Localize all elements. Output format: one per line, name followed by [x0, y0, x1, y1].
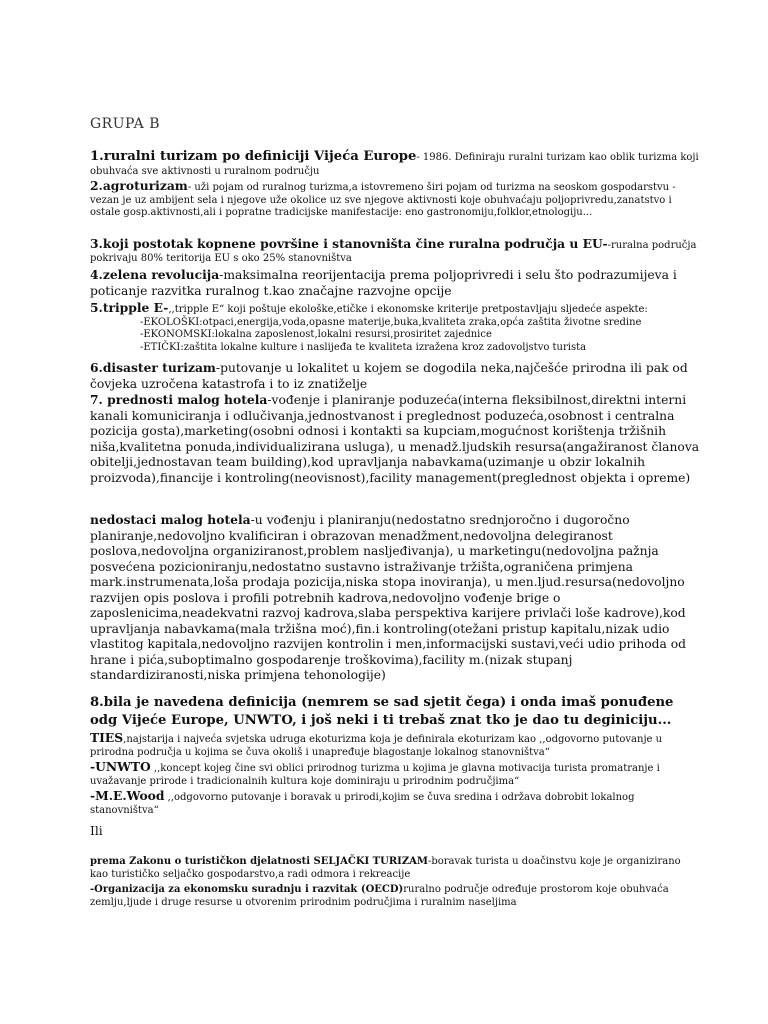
question-6-heading: 6.disaster turizam — [90, 360, 216, 375]
question-1-heading: 1.ruralni turizam po definiciji Vijeća Europe — [90, 149, 417, 164]
question-2-answer: - uži pojam od ruralnog turizma,a istovremeno širi pojam od turizma na seoskom gospodarstvu -vezan je uz ambijent sela i njegove uže okolice uz sve njegove aktivnosti koje obuhvaćaju poljoprivredu,zanatstvo i ostale gosp.aktivnosti,ali i popratne tradicijske manifestacije: eno gastronomiju,folklor,etnologiju... — [90, 182, 676, 218]
disadvantages-heading: nedostaci malog hotela — [90, 512, 251, 527]
question-2 — [90, 178, 700, 220]
definition-law — [90, 856, 700, 881]
definition-wood — [90, 788, 700, 817]
question-4 — [90, 267, 700, 299]
aspect-economic: -EKONOMSKI:lokalna zaposlenost,lokalni resursi,prosiritet zajednice — [140, 329, 492, 340]
question-1 — [90, 148, 700, 179]
question-2-heading: 2.agroturizam — [90, 178, 188, 193]
definition-law-text: -boravak turista u doačinstvu koje je organizirano kao turističko seljačko gospodarstvo,a radi odmora i rekreacije — [90, 856, 681, 880]
question-8-definitions — [90, 730, 700, 817]
definition-ties-source: TIES — [90, 730, 124, 745]
question-3-heading: 3.koji postotak kopnene površine i stanovništa čine ruralna područja u EU- — [90, 236, 608, 251]
question-5-heading: 5.tripple E- — [90, 300, 169, 315]
question-6-answer: -putovanje u lokalitet u kojem se dogodila neka,najčešće prirodna ili pak od čovjeka uzročena katastrofa i to iz znatiželje — [90, 361, 688, 391]
question-4-answer: -maksimalna reorijentacija prema poljoprivredi i selu što podrazumijeva i poticanje razvitka ruralnog t.kao značajne razvojne opcije — [90, 268, 677, 298]
definition-law-source: prema Zakonu o turističkon djelatnosti SELJAČKI TURIZAM — [90, 856, 428, 867]
definition-unwto — [90, 759, 700, 788]
definition-unwto-text: ,,koncept kojeg čine svi oblici prirodnog turizma u kojima je glavna motivacija turista promatranje i uvažavanje prirode i tradicionalnih kultura koje dominiraju u prirodnim područjima“ — [90, 763, 660, 787]
definition-oecd-text: ruralno područje određuje prostorom koje obuhvaća zemlju,ljude i druge resurse u otvorenim prirodnim područjima i ruralnim naseljima — [90, 884, 669, 908]
question-6 — [90, 360, 700, 392]
question-7-answer: -vođenje i planiranje poduzeća(interna fleksibilnost,direktni interni kanali komuniciranja i odlučivanja,jednostvanost i preglednost poduzeća,osobnost i centralna pozicija gosta),marketing(osobni odnosi i kontakti sa kupciam,mogućnost korištenja tržišnih niša,kvalitetna ponuda,individualizirana usluga), u menadž.ljudskih resursa(angažiranost članova obitelji,jednostavan team building),kod upravljanja nabavkama(uzimanje u obzir lokalnih proizvoda),financije i kontroling(neovisnost),facility management(preglednost objekta i opreme) — [90, 393, 700, 485]
definition-ties-text: ,najstarija i najveća svjetska udruga ekoturizma koja je definirala ekoturizam kao ,,odgovorno putovanje u prirodna područja u kojima se čuva okoliš i unapređuje blagostanje lokalnog stanovništva“ — [90, 734, 663, 758]
question-7-advantages — [90, 392, 700, 486]
definition-oecd — [90, 884, 700, 909]
question-5 — [90, 300, 700, 354]
question-4-heading: 4.zelena revolucija — [90, 267, 220, 282]
question-1-answer: - 1986. Definiraju ruralni turizam kao oblik turizma koji obuhvaća sve aktivnosti u ruralnom području — [90, 152, 699, 177]
definition-oecd-source: -Organizacija za ekonomsku suradnju i razvitak (OECD) — [90, 884, 404, 895]
aspect-ethical: -ETIČKI:zaštita lokalne kulture i naslijeđa te kvaliteta izražena kroz zadovoljstvo turista — [140, 341, 587, 353]
question-7-disadvantages — [90, 512, 700, 684]
page-title: GRUPA B — [90, 116, 161, 132]
question-3 — [90, 236, 700, 265]
question-3-answer: -ruralna područja pokrivaju 80% teritorija EU s oko 25% stanovništva — [90, 240, 697, 264]
ili-text: Ili — [90, 824, 103, 838]
question-8-heading: 8.bila je navedena definicija (nemrem se sad sjetit čega) i onda imaš ponuđene odg Vijeće Europe, UNWTO, i još neki i ti trebaš znat tko je dao tu deginiciju... — [90, 695, 674, 728]
definition-ties — [90, 730, 700, 759]
definition-wood-text: ,,odgovorno putovanje i boravak u prirodi,kojim se čuva sredina i održava dobrobit lokalnog stanovništva“ — [90, 792, 635, 816]
disadvantages-answer: -u vođenju i planiranju(nedostatno srednjoročno i dugoročno planiranje,nedovoljno kvalificiran i obrazovan menadžment,nedovoljna delegiranost poslova,nedovoljna organiziranost,problem nasljeđivanja), u marketingu(nedovoljna pažnja posvećena pozicioniranju,nedostatno sustavno istraživanje tržišta,ograničena primjena mark.instrumenata,loša prodaja pozicija,niska stopa inoviranja), u men.ljud.resursa(nedovoljno razvijen opis poslova i profili potrebnih kadrova,nedovoljno vođenje brige o zaposlenicima,neadekvatni razvoj kadrova,slaba perspektiva karijere privlači loše kadrove),kod upravljanja nabavkama(mala tržišna moć),fin.i kontroling(otežani pristup kapitalu,nizak udio vlastitog kapitala,nedovoljno razvijen kontrolin i men,informacijski sustavi,veći udio prihoda od hrane i pića,suboptimalno gospodarenje troškovima),facility m.(nizak stupanj standardiziranosti,niska primjena tehonologije) — [90, 513, 687, 682]
definition-unwto-source: -UNWTO — [90, 759, 151, 774]
question-7-heading: 7. prednosti malog hotela — [90, 392, 268, 407]
question-5-answer: ,,tripple E“ koji poštuje ekološke,etičke i ekonomske kriterije pretpostavljaju sljedeće aspekte: — [168, 304, 648, 315]
definition-wood-source: -M.E.Wood — [90, 788, 165, 803]
aspect-ecological: -EKOLOŠKI:otpaci,energija,voda,opasne materije,buka,kvaliteta zraka,opća zaštita životne sredine — [140, 316, 642, 328]
